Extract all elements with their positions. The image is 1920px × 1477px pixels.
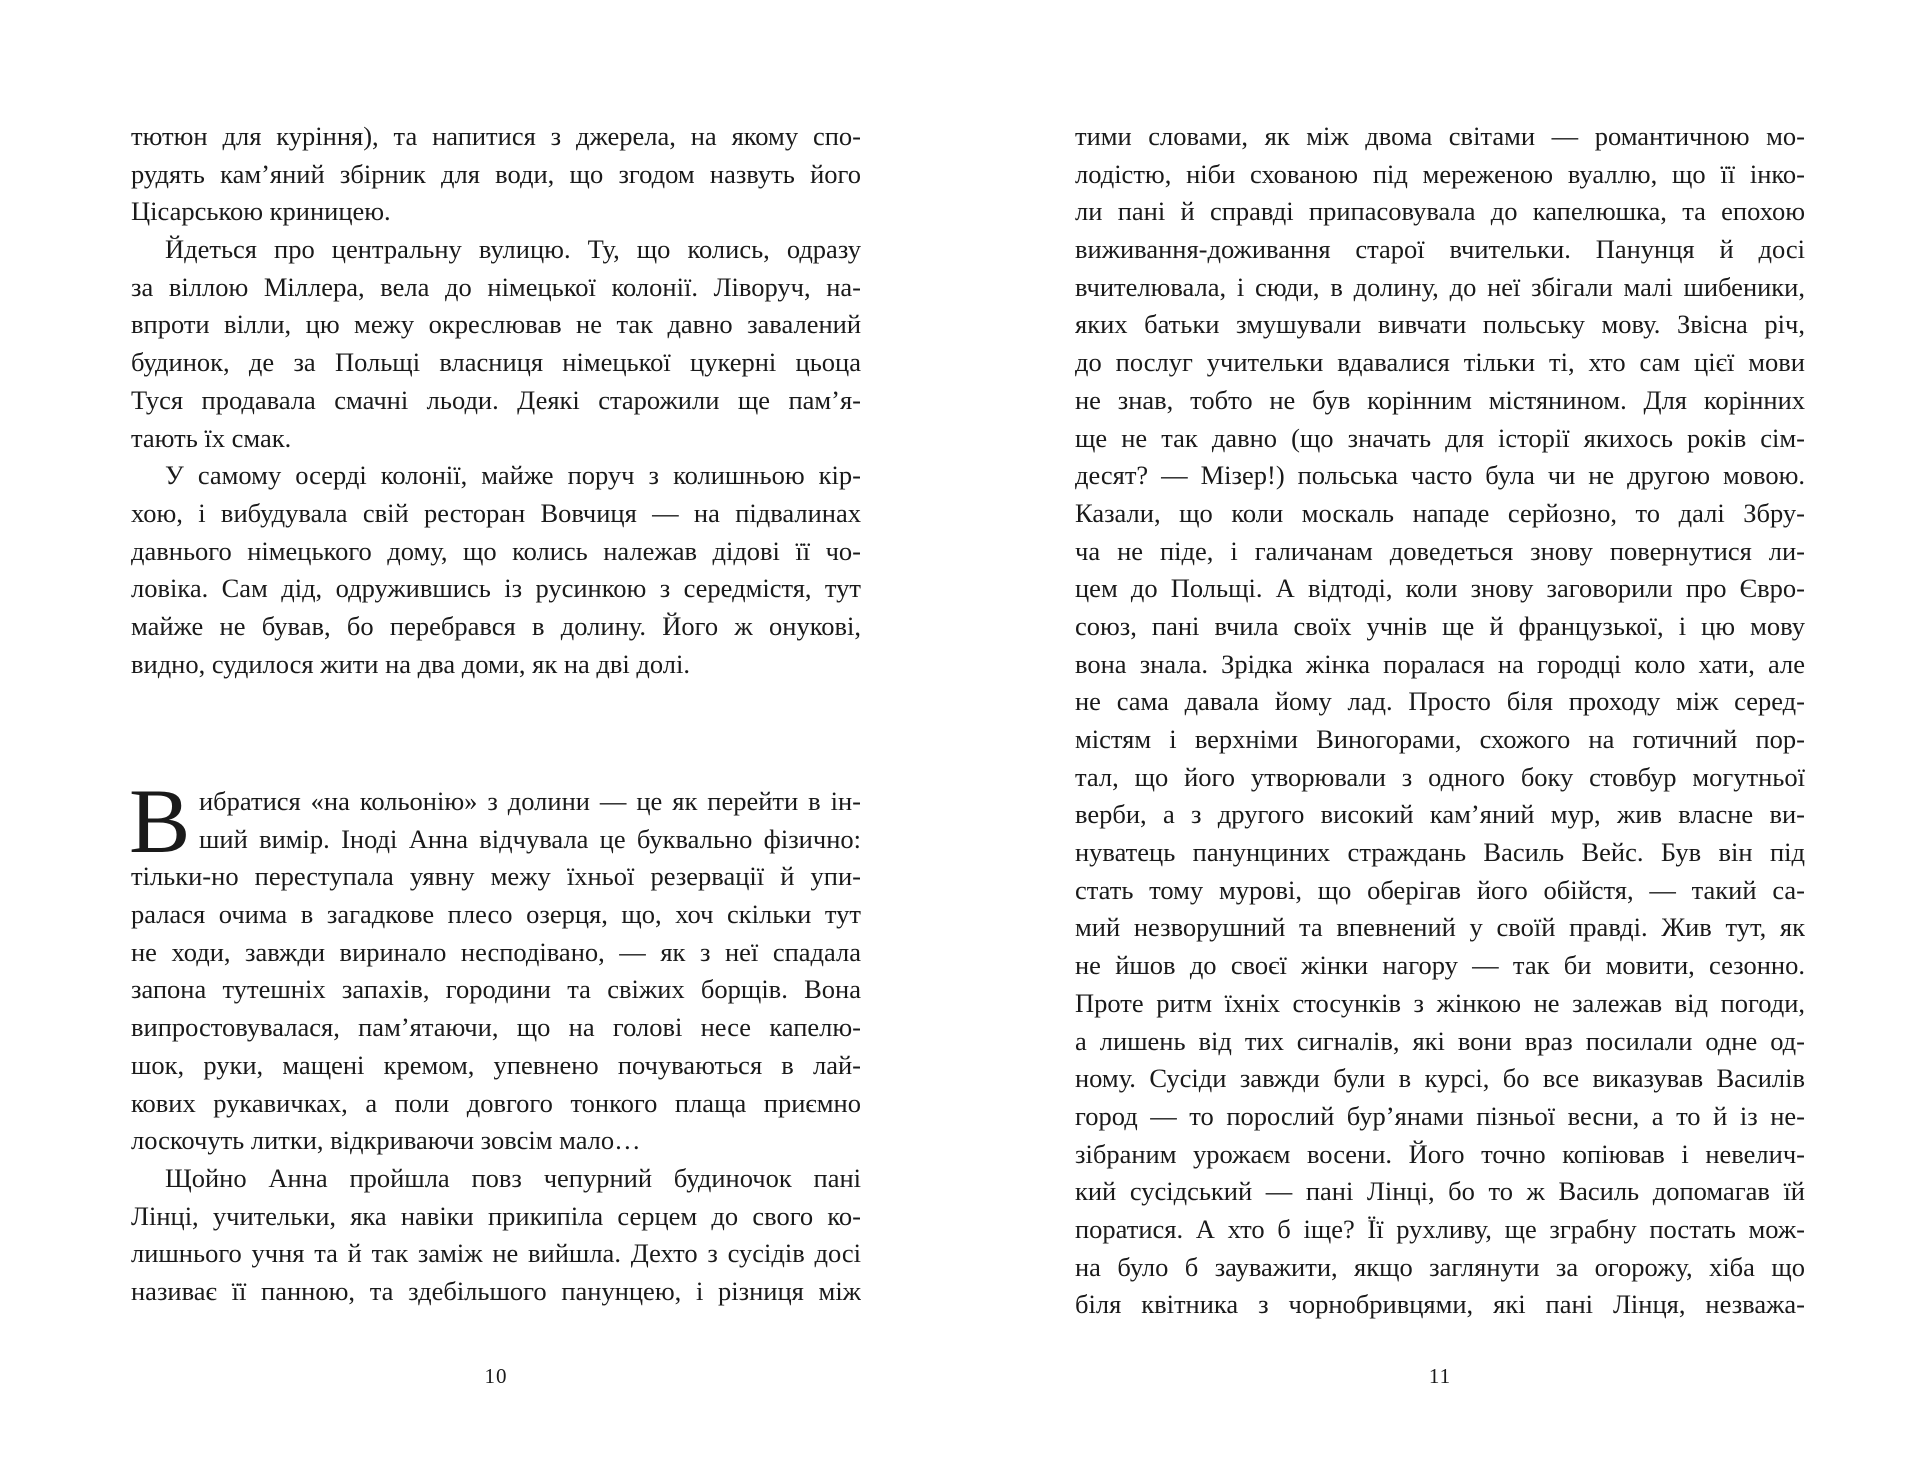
text-line: ще не так давно (що значать для історії якихось років сім-: [1075, 422, 1805, 453]
text-line: хою, і вибудувала свій ресторан Вовчиця — на підвалинах: [131, 497, 861, 528]
text-line: біля квітника з чорнобривцями, які пані Лінця, незважа-: [1075, 1289, 1805, 1320]
text-line: а лишень від тих сигналів, які вони враз посилали одне од-: [1075, 1025, 1805, 1056]
text-line: десят? — Мізер!) польська часто була чи не другою мовою.: [1075, 460, 1805, 491]
text-line: ший вимір. Іноді Анна відчувала це буквально фізично:: [199, 823, 861, 854]
text-line: лодістю, ніби схованою під мереженою вуаллю, що її інко-: [1075, 158, 1805, 189]
text-line: Казали, що коли москаль нападе серйозно, то далі Збру-: [1075, 497, 1805, 528]
text-line: цем до Польщі. А відтоді, коли знову заговорили про Євро-: [1075, 573, 1805, 604]
left-page: [131, 0, 861, 1477]
text-line: вона знала. Зрідка жінка поралася на городці коло хати, але: [1075, 648, 1805, 679]
text-line: верби, а з другого високий кам’яний мур, жив власне ви-: [1075, 799, 1805, 830]
text-line: Проте ритм їхніх стосунків з жінкою не залежав від погоди,: [1075, 987, 1805, 1018]
left-page-lower-text: [129, 770, 861, 1311]
text-line: на було б зауважити, якщо заглянути за огорожу, хіба що: [1075, 1251, 1805, 1282]
text-line: стать тому мурові, що оберігав його обійстя, — такий са-: [1075, 874, 1805, 905]
text-line: ча не піде, і галичанам доведеться знову повернутися ли-: [1075, 535, 1805, 566]
text-line: будинок, де за Польщі власниця німецької цукерні цьоца: [131, 347, 861, 378]
page-number-right: 11: [1428, 1364, 1452, 1388]
text-line: Йдеться про центральну вулицю. Ту, що колись, одразу: [165, 234, 861, 265]
page-number-left: 10: [484, 1364, 508, 1388]
text-line: майже не бував, бо перебрався в долину. Його ж онукові,: [131, 610, 861, 641]
text-line: шок, руки, мащені кремом, упевнено почуваються в лай-: [131, 1049, 861, 1080]
text-line: зібраним урожаєм восени. Його точно копіював і невелич-: [1075, 1138, 1805, 1169]
text-line: поратися. А хто б іще? Її рухливу, ще зграбну постать мож-: [1075, 1213, 1805, 1244]
text-line: тими словами, як між двома світами — романтичною мо-: [1075, 121, 1805, 151]
text-line: ли пані й справді припасовувала до капелюшка, та епохою: [1075, 196, 1805, 227]
text-line: містям і верхніми Виногорами, схожого на готичний пор-: [1075, 724, 1805, 754]
text-line: тал, що його утворювали з одного боку стовбур могутньої: [1075, 761, 1805, 792]
text-line: називає її панною, та здебільшого панунцею, і різниця між: [131, 1275, 861, 1306]
text-line: не йшов до своєї жінки нагору — так би мовити, сезонно.: [1075, 950, 1805, 981]
text-line: лоскочуть литки, відкриваючи зовсім мало…: [131, 1125, 641, 1156]
text-line: Лінці, учительки, яка навіки прикипіла серцем до свого ко-: [131, 1200, 861, 1231]
text-line: кий сусідський — пані Лінці, бо то ж Василь допомагав їй: [1075, 1176, 1805, 1207]
text-line: лишнього учня та й так заміж не вийшла. Дехто з сусідів досі: [131, 1238, 861, 1269]
text-line: виживання-доживання старої вчительки. Панунця й досі: [1075, 234, 1805, 265]
right-page-text: [1075, 118, 1805, 1324]
text-line: запона тутешніх запахів, городини та свіжих борщів. Вона: [131, 974, 861, 1005]
text-line: ибратися «на кольонію» з долини — це як перейти в ін-: [199, 786, 861, 816]
text-line: нуватець панунциних страждань Василь Вейс. Був він під: [1075, 837, 1805, 868]
text-line: Щойно Анна пройшла повз чепурний будиночок пані: [165, 1162, 861, 1193]
text-line: тютюн для куріння), та напитися з джерела, на якому спо-: [131, 121, 861, 151]
text-line: У самому осерді колонії, майже поруч з колишньою кір-: [165, 460, 861, 491]
text-line: впроти вілли, цю межу окреслював не так давно завалений: [131, 309, 861, 340]
right-page: [1075, 0, 1805, 1477]
text-line: Цісарською криницею.: [131, 196, 391, 227]
text-line: ловіка. Сам дід, одружившись із русинкою з середмістя, тут: [131, 573, 861, 604]
drop-cap: В: [129, 770, 191, 872]
left-page-upper-text: [131, 118, 861, 683]
text-line: мий незворушний та впевнений у своїй правді. Жив тут, як: [1075, 912, 1805, 943]
text-line: видно, судилося жити на два доми, як на дві долі.: [131, 648, 690, 679]
text-line: союз, пані вчила своїх учнів ще й французької, і цю мову: [1075, 610, 1805, 641]
text-line: Туся продавала смачні льоди. Деякі старожили ще пам’я-: [131, 384, 861, 415]
text-line: не сама давала йому лад. Просто біля проходу між серед-: [1075, 686, 1805, 717]
text-line: до послуг учительки вдавалися тільки ті, хто сам цієї мови: [1075, 347, 1805, 378]
text-line: випростовувалася, пам’ятаючи, що на голові несе капелю-: [131, 1012, 861, 1043]
text-line: тають їх смак.: [131, 422, 292, 453]
text-line: кових рукавичках, а поли довгого тонкого плаща приємно: [131, 1087, 861, 1118]
text-line: тільки-но переступала уявну межу їхньої резервації й упи-: [131, 861, 861, 892]
text-line: не ходи, завжди виринало несподівано, — як з неї спадала: [131, 936, 861, 967]
text-line: за віллою Міллера, вела до німецької колонії. Ліворуч, на-: [131, 271, 861, 302]
text-line: яких батьки змушували вивчати польську мову. Звісна річ,: [1075, 309, 1805, 340]
text-line: ралася очима в загадкове плесо озерця, що, хоч скільки тут: [131, 899, 861, 930]
text-line: давнього німецького дому, що колись належав дідові її чо-: [131, 535, 861, 566]
text-line: не знав, тобто не був корінним містянином. Для корінних: [1075, 384, 1805, 415]
text-line: вчителювала, і сюди, в долину, до неї збігали малі шибеники,: [1075, 271, 1805, 302]
text-line: город — то порослий бур’янами пізньої весни, а то й із не-: [1075, 1100, 1805, 1131]
text-line: ному. Сусіди завжди були в курсі, бо все виказував Василів: [1075, 1063, 1805, 1094]
text-line: рудять кам’яний збірник для води, що згодом назвуть його: [131, 158, 861, 189]
